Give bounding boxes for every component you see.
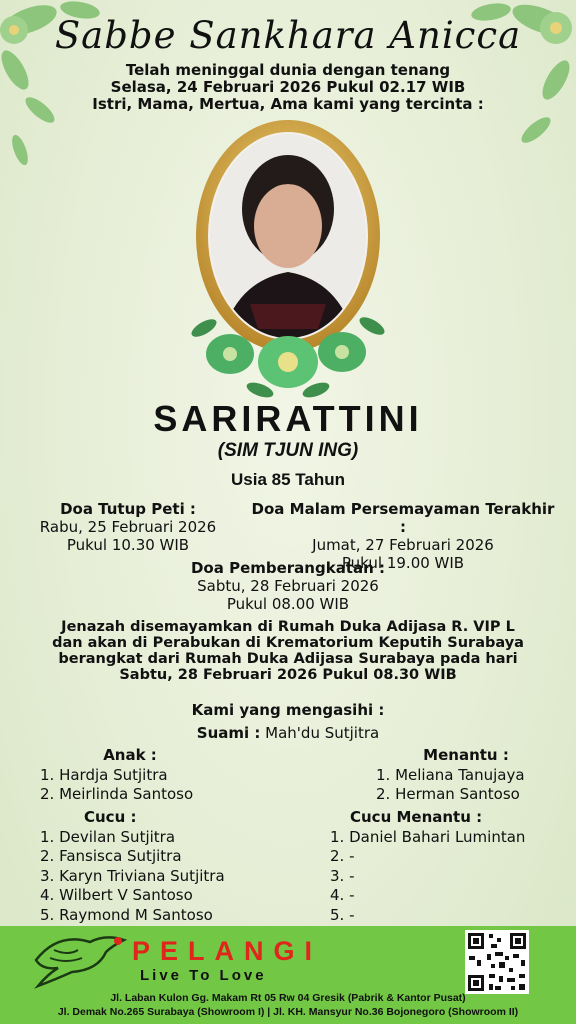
list-item: 5. Raymond M Santoso [40, 905, 213, 924]
note-line: dan akan di Perabukan di Krematorium Keputih Surabaya [52, 635, 524, 651]
funeral-note [0, 619, 576, 683]
note-line: berangkat dari Rumah Duka Adijasa Surabaya pada hari [58, 651, 518, 667]
address-line-1: Jl. Laban Kulon Gg. Makam Rt 05 Rw 04 Gresik (Pabrik & Kantor Pusat) [110, 992, 466, 1004]
intro-line-3: Istri, Mama, Mertua, Ama kami yang tercinta : [92, 95, 484, 113]
deceased-alias: (SIM TJUN ING) [217, 440, 359, 461]
schedule-tutup-peti [18, 500, 238, 554]
menantu-title: Menantu : [423, 746, 509, 764]
qr-code-icon [465, 930, 529, 994]
anak-list [40, 746, 220, 805]
list-item: 5. - [330, 905, 355, 924]
brand-name: PELANGI [132, 936, 323, 966]
list-item: 2. Fansisca Sutjitra [40, 847, 182, 865]
note-line: Sabtu, 28 Februari 2026 Pukul 08.30 WIB [119, 667, 457, 683]
note-line: Jenazah disemayamkan di Rumah Duka Adijasa R. VIP L [61, 619, 515, 635]
portrait-photo [190, 114, 386, 354]
schedule-date: Sabtu, 28 Februari 2026 [197, 577, 379, 595]
portrait-frame [190, 114, 386, 404]
suami-line [0, 724, 576, 742]
family-heading: Kami yang mengasihi : [191, 701, 385, 719]
schedule-date: Jumat, 27 Februari 2026 [312, 536, 494, 554]
list-item: 1. Hardja Sutjitra [40, 765, 168, 784]
schedule-time: Pukul 08.00 WIB [226, 595, 350, 613]
list-item: 4. - [330, 886, 355, 904]
list-item: 1. Devilan Sutjitra [40, 827, 176, 846]
suami-label: Suami : [196, 724, 261, 742]
schedule-title: Doa Pemberangkatan : [190, 559, 386, 577]
schedule-title: Doa Malam Persemayaman Terakhir : [251, 500, 555, 536]
brand-tagline: Live To Love [140, 967, 267, 984]
cucu-title: Cucu : [84, 808, 137, 826]
schedule-berangkat [138, 559, 438, 613]
deceased-name: SARIRATTINI [153, 398, 423, 439]
list-item: 4. Wilbert V Santoso [40, 886, 193, 904]
list-item: 2. Herman Santoso [376, 785, 520, 803]
suami-name: Mah'du Sutjitra [260, 724, 380, 742]
schedule-time: Pukul 10.30 WIB [66, 536, 190, 554]
deceased-age: Usia 85 Tahun [231, 470, 345, 489]
cucu-menantu-title: Cucu Menantu : [350, 808, 483, 826]
schedule-date: Rabu, 25 Februari 2026 [39, 518, 217, 536]
menantu-list [376, 746, 556, 805]
list-item: 2. - [330, 847, 355, 865]
script-title: Sabbe Sankhara Anicca [54, 14, 522, 57]
list-item: 3. - [330, 866, 355, 885]
schedule-title: Doa Tutup Peti : [60, 500, 196, 518]
intro-line-2: Selasa, 24 Februari 2026 Pukul 02.17 WIB [110, 78, 466, 96]
cucu-menantu-list [330, 808, 560, 925]
list-item: 1. Meliana Tanujaya [376, 765, 525, 784]
list-item: 3. Karyn Triviana Sutjitra [40, 866, 225, 885]
list-item: 2. Meirlinda Santoso [40, 785, 194, 803]
schedule-time: Pukul 19.00 WIB [341, 554, 465, 572]
cucu-list [40, 808, 260, 925]
anak-title: Anak : [103, 746, 157, 764]
address-line-2: Jl. Demak No.265 Surabaya (Showroom I) | Jl. KH. Mansyur No.36 Bojonegoro (Showroom II) [57, 1006, 519, 1018]
intro-line-1: Telah meninggal dunia dengan tenang [125, 61, 451, 79]
list-item: 1. Daniel Bahari Lumintan [330, 827, 526, 846]
dove-logo-icon [28, 930, 128, 990]
